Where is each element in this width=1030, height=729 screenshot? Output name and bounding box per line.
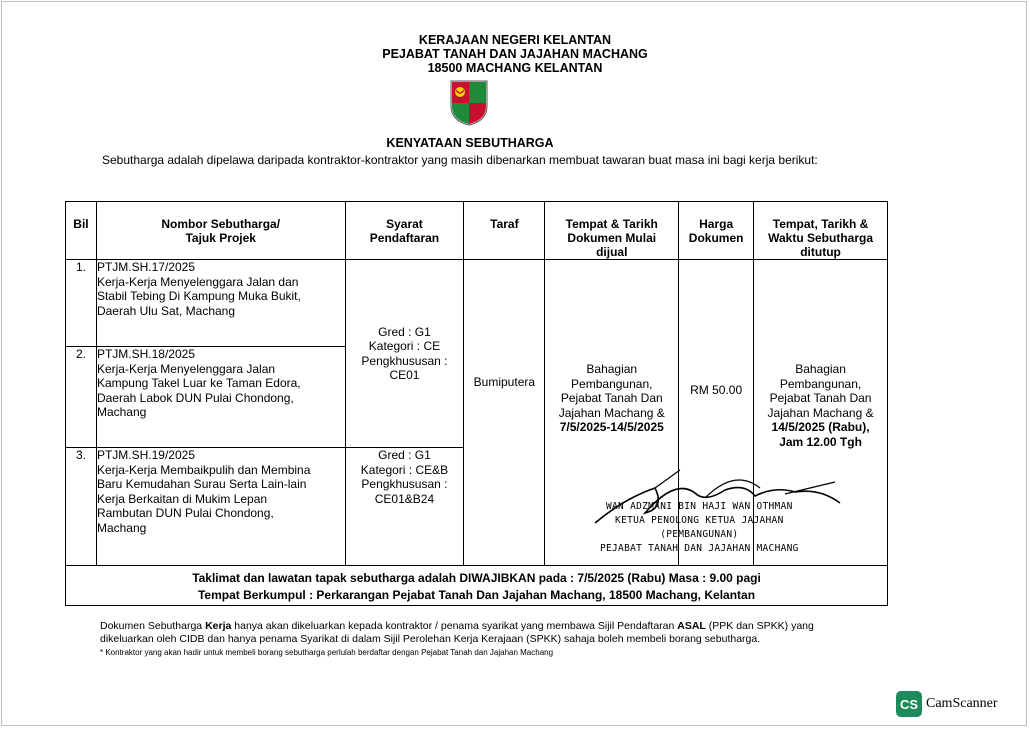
col-taraf-header: Taraf xyxy=(464,202,545,260)
col-bil-header: Bil xyxy=(66,202,97,260)
briefing-row xyxy=(66,566,888,606)
signatory-division: (PEMBANGUNAN) xyxy=(660,529,739,540)
col-harga-header: Harga Dokumen xyxy=(679,202,754,260)
row-project: PTJM.SH.18/2025 Kerja-Kerja Menyelenggara Jalan Kampung Takel Luar ke Taman Edora, Daerah Labok DUN Pulai Chondong, Machang xyxy=(96,347,345,448)
signatory-office: PEJABAT TANAH DAN JAJAHAN MACHANG xyxy=(600,543,799,554)
footer-footnote: * Kontraktor yang akan hadir untuk membeli borang sebutharga perlulah berdaftar dengan Pejabat Tanah dan Jajahan Machang xyxy=(100,648,554,657)
camscanner-text: CamScanner xyxy=(926,696,998,711)
footer-notes xyxy=(100,620,900,659)
briefing-text: Taklimat dan lawatan tapak sebutharga adalah DIWAJIBKAN pada : 7/5/2025 (Rabu) Masa : 9.00 pagi xyxy=(192,571,761,585)
row-bil: 2. xyxy=(66,347,97,448)
jual-cell: Bahagian Pembangunan, Pejabat Tanah Dan Jajahan Machang & 7/5/2025-14/5/2025 xyxy=(545,260,679,566)
footer-paragraph-2: dikeluarkan oleh CIDB dan hanya penama Syarikat di dalam Sijil Perolehan Kerja Kerajaan (SPKK) sahaja boleh membeli borang sebutharga. xyxy=(100,633,761,645)
intro-text: Sebutharga adalah dipelawa daripada kontraktor-kontraktor yang masih dibenarkan membuat tawaran buat masa ini bagi kerja berikut: xyxy=(102,153,818,167)
row-project: PTJM.SH.17/2025 Kerja-Kerja Menyelenggara Jalan dan Stabil Tebing Di Kampung Muka Bukit, Daerah Ulu Sat, Machang xyxy=(96,260,345,347)
signatory-title: KETUA PENOLONG KETUA JAJAHAN xyxy=(615,515,784,526)
syarat-cell-b: Gred : G1 Kategori : CE&B Pengkhususan : CE01&B24 xyxy=(345,448,464,566)
syarat-cell-a: Gred : G1 Kategori : CE Pengkhususan : CE01 xyxy=(345,260,464,448)
letterhead-line-3: 18500 MACHANG KELANTAN xyxy=(427,61,603,75)
table-header-row xyxy=(66,202,888,260)
col-tutup-header: Tempat, Tarikh & Waktu Sebutharga ditutup xyxy=(754,202,888,260)
camscanner-watermark xyxy=(896,691,998,717)
letterhead xyxy=(0,33,1030,75)
letterhead-line-1: KERAJAAN NEGERI KELANTAN xyxy=(418,33,612,47)
letterhead-line-2: PEJABAT TANAH DAN JAJAHAN MACHANG xyxy=(382,47,648,61)
row-bil: 3. xyxy=(66,448,97,566)
assembly-text: Tempat Berkumpul : Perkarangan Pejabat Tanah Dan Jajahan Machang, 18500 Machang, Kelantan xyxy=(197,588,756,602)
col-syarat-header: Syarat Pendaftaran xyxy=(345,202,464,260)
harga-cell: RM 50.00 xyxy=(679,260,754,566)
statement-title: KENYATAAN SEBUTHARGA xyxy=(386,136,554,150)
footer-paragraph-1: Dokumen Sebutharga Kerja hanya akan dikeluarkan kepada kontraktor / penama syarikat yang membawa Sijil Pendaftaran ASAL (PPK dan SPKK) yang xyxy=(100,620,814,632)
table-row xyxy=(66,260,888,347)
row-project: PTJM.SH.19/2025 Kerja-Kerja Membaikpulih dan Membina Baru Kemudahan Surau Serta Lain-lain Kerja Berkaitan di Mukim Lepan Rambutan DUN Pulai Chondong, Machang xyxy=(96,448,345,566)
signature-block xyxy=(600,500,799,556)
kelantan-crest-icon xyxy=(450,80,488,126)
row-bil: 1. xyxy=(66,260,97,347)
col-nombor-header: Nombor Sebutharga/ Tajuk Projek xyxy=(96,202,345,260)
signatory-name: WAN ADZMANI BIN HAJI WAN OTHMAN xyxy=(606,501,793,512)
col-tempat-header: Tempat & Tarikh Dokumen Mulai dijual xyxy=(545,202,679,260)
tutup-cell: Bahagian Pembangunan, Pejabat Tanah Dan Jajahan Machang & 14/5/2025 (Rabu), Jam 12.00 Tgh xyxy=(754,260,888,566)
camscanner-logo-icon: CS xyxy=(896,691,922,717)
taraf-cell: Bumiputera xyxy=(464,260,545,566)
briefing-cell xyxy=(66,566,888,606)
